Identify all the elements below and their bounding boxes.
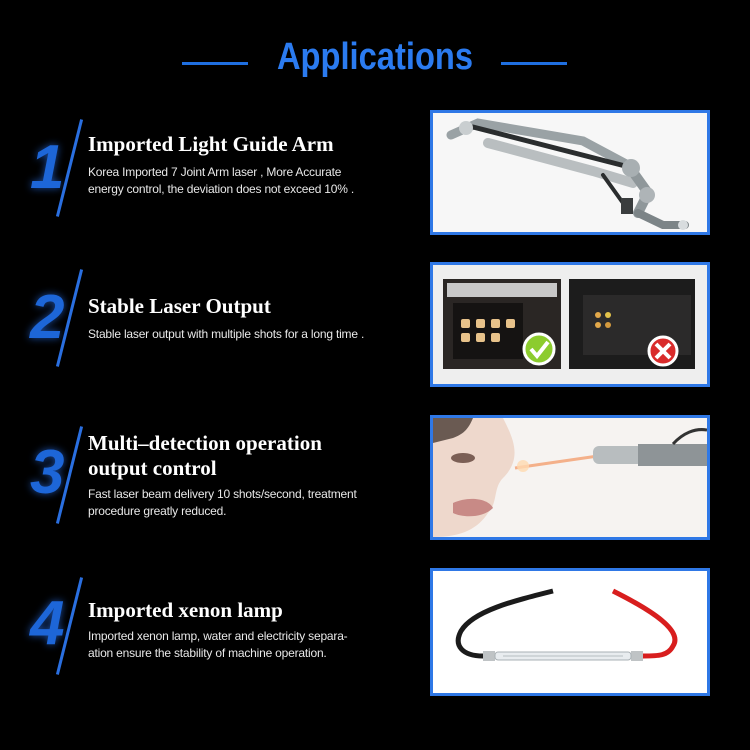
treatment-image [430,415,710,540]
header-divider-right [501,62,567,65]
feature-title: Imported xenon lamp [88,598,283,622]
feature-row-1 [0,110,750,240]
xenon-lamp-icon [433,571,707,693]
feature-title: Imported Light Guide Arm [88,132,334,156]
header-divider-left [182,62,248,65]
feature-row-2 [0,262,750,392]
arm-image [430,110,710,235]
light-guide-arm-icon [433,113,707,232]
feature-number: 2 [30,283,65,352]
feature-number: 3 [30,438,65,507]
feature-row-3 [0,415,750,545]
laser-output-image [430,262,710,387]
feature-description: Fast laser beam delivery 10 shots/second, treatment procedure greatly reduced. [88,487,357,518]
feature-number: 4 [30,589,65,658]
feature-description: Stable laser output with multiple shots for a long time . [88,327,365,341]
header [0,36,750,90]
page-title: Applications [276,36,474,78]
xenon-lamp-image [430,568,710,696]
feature-row-4 [0,568,750,698]
feature-title: Multi–detection operation output control [88,431,322,480]
feature-number: 1 [30,133,65,202]
feature-description: Imported xenon lamp, water and electricity separa- ation ensure the stability of machine operation. [88,629,348,660]
laser-test-card-icon [433,265,707,384]
face-treatment-icon [433,418,707,537]
feature-title: Stable Laser Output [88,294,271,318]
feature-description: Korea Imported 7 Joint Arm laser , More Accurate energy control, the deviation does not exceed 10% . [88,165,354,196]
